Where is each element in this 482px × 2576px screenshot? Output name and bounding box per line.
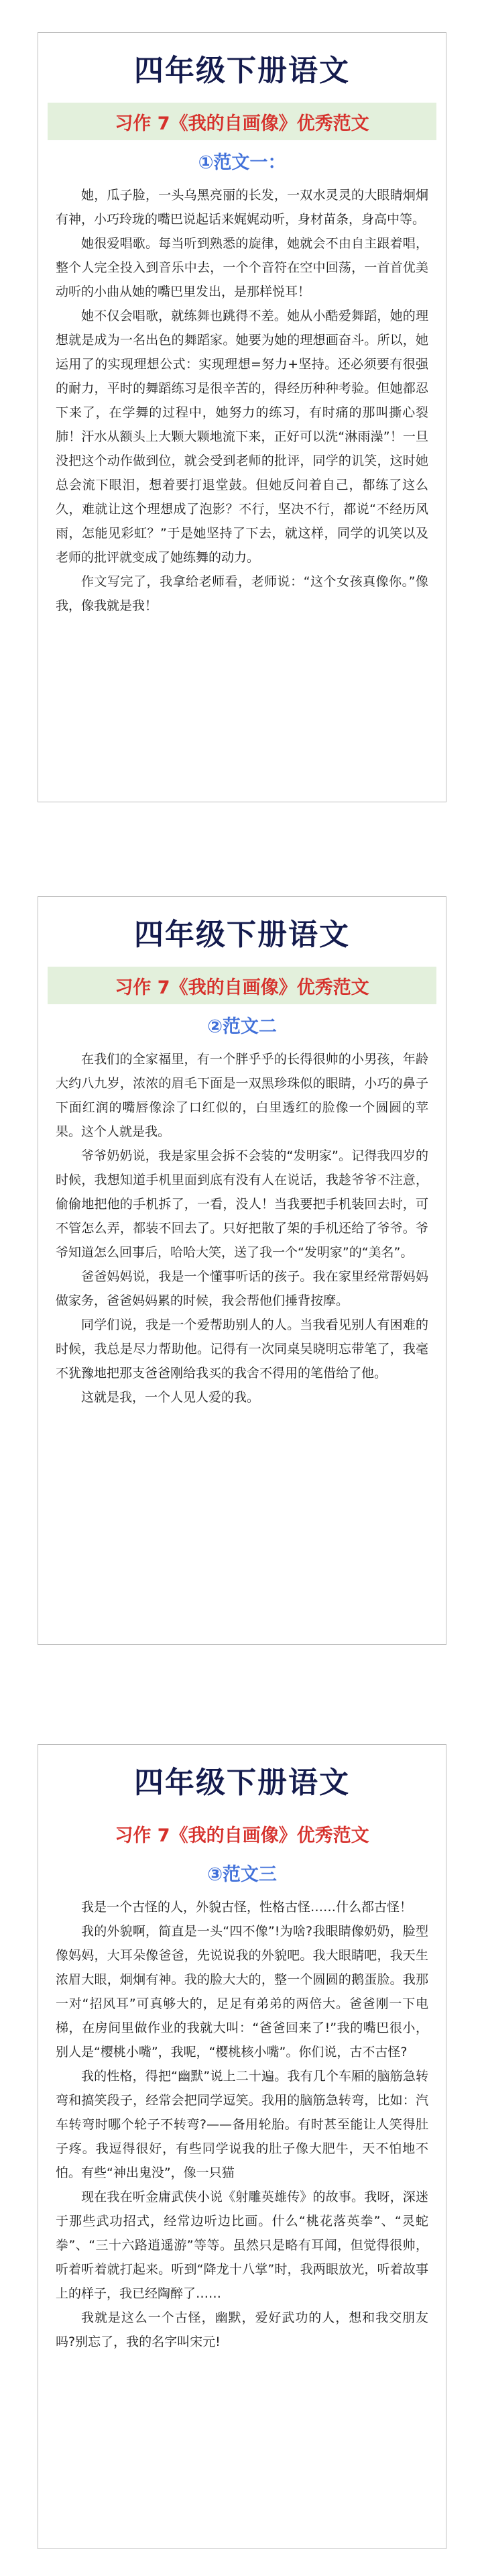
essay-subtitle: 习作 7《我的自画像》优秀范文 — [115, 1825, 369, 1846]
essay-card-2 — [38, 896, 446, 1645]
essay-body — [56, 1895, 428, 2354]
essay-paragraph: 她不仅会唱歌，就练舞也跳得不差。她从小酷爱舞蹈，她的理想就是成为一名出色的舞蹈家。她要为她的理想画奋斗。所以，她运用了的实现理想公式：实现理想=努力+坚持。还必须要有很强的耐力，平时的舞蹈练习是很辛苦的，得经历种种考验。但她都忍下来了，在学舞的过程中，她努力的练习，有时痛的那叫撕心裂肺！汗水从额头上大颗大颗地流下来，正好可以洗“淋雨澡”！一旦没把这个动作做到位，就会受到老师的批评，同学的讥笑，这时她总会流下眼泪，想着要打退堂鼓。但她反问着自己，都练了这么久，难就让这个理想成了泡影？不行，坚决不行，都说“不经历风雨，怎能见彩虹？”于是她坚持了下去，就这样，同学的讥笑以及老师的批评就变成了她练舞的动力。 — [56, 309, 428, 565]
essay-number-badge: ③范文三 — [207, 1864, 277, 1885]
essay-paragraph: 我的性格，得把“幽默”说上二十遍。我有几个车厢的脑筋急转弯和搞笑段子，经常会把同学逗笑。我用的脑筋急转弯，比如：汽车转弯时哪个轮子不转弯?——备用轮胎。有时甚至能让人笑得肚子疼。我逗得很好，有些同学说我的肚子像大肥牛，天不怕地不怕。有些“神出鬼没”，像一只猫 — [56, 2069, 428, 2180]
essay-paragraph: 这就是我，一个人见人爱的我。 — [81, 1390, 260, 1405]
essay-paragraph: 我就是这么一个古怪，幽默，爱好武功的人，想和我交朋友吗?别忘了，我的名字叫宋元! — [56, 2310, 428, 2349]
essay-paragraph: 作文写完了，我拿给老师看，老师说：“这个女孩真像你。”像我，像我就是我！ — [56, 574, 428, 613]
essay-paragraph: 爸爸妈妈说，我是一个懂事听话的孩子。我在家里经常帮妈妈做家务，爸爸妈妈累的时候，我会帮他们捶背按摩。 — [56, 1269, 428, 1308]
essay-body — [56, 183, 428, 618]
essay-paragraph: 现在我在听金庸武侠小说《射雕英雄传》的故事。我呀，深迷于那些武功招式，经常边听边比画。什么“桃花落英拳”、“灵蛇拳”、“三十六路逍遥游”等等。虽然只是略有耳闻，但觉得很帅，听着听着就打起来。听到“降龙十八掌”时，我两眼放光，听着故事上的样子，我已经陶醉了…… — [56, 2190, 428, 2301]
essay-paragraph: 同学们说，我是一个爱帮助别人的人。当我看见别人有困难的时候，我总是尽力帮助他。记得有一次同桌吴晓明忘带笔了，我毫不犹豫地把那支爸爸刚给我买的我舍不得用的笔借给了他。 — [56, 1318, 428, 1381]
essay-paragraph: 我是一个古怪的人，外貌古怪，性格古怪……什么都古怪！ — [81, 1900, 413, 1915]
essay-card-1 — [38, 32, 446, 802]
essay-number-badge: ②范文二 — [207, 1016, 277, 1037]
essay-paragraph: 她很爱唱歌。每当听到熟悉的旋律，她就会不由自主跟着唱，整个人完全投入到音乐中去，一个个音符在空中回荡，一首首优美动听的小曲从她的嘴巴里发出，是那样悦耳！ — [56, 236, 428, 299]
essay-subtitle: 习作 7《我的自画像》优秀范文 — [115, 977, 369, 998]
essay-paragraph: 我的外貌啊，简直是一头“四不像”!为啥?我眼睛像奶奶，脸型像妈妈，大耳朵像爸爸，先说说我的外貌吧。我大眼睛吧，我天生浓眉大眼，炯炯有神。我的脸大大的，整一个圆圆的鹅蛋脸。我那一对“招风耳”可真够大的，足足有弟弟的两倍大。爸爸刚一下电梯，在房间里做作业的我就大叫：“爸爸回来了!”我的嘴巴很小，别人是“樱桃小嘴”，我呢，“樱桃核小嘴”。你们说，古不古怪? — [56, 1924, 428, 2059]
essay-card-3 — [38, 1744, 446, 2549]
essay-body — [56, 1047, 428, 1409]
essay-number-badge: ①范文一： — [198, 152, 286, 173]
essay-paragraph: 她，瓜子脸，一头乌黑亮丽的长发，一双水灵灵的大眼睛炯炯有神，小巧玲珑的嘴巴说起话来娓娓动听，身材苗条，身高中等。 — [56, 188, 428, 227]
essay-subtitle-banner — [48, 967, 436, 1004]
essay-subtitle-banner — [48, 1815, 436, 1852]
page-title: 四年级下册语文 — [134, 1766, 350, 1800]
page-title: 四年级下册语文 — [134, 918, 350, 952]
essay-paragraph: 爷爷奶奶说，我是家里会拆不会装的“发明家”。记得我四岁的时候，我想知道手机里面到底有没有人在说话，我趁爷爷不注意，偷偷地把他的手机拆了，一看，没人！当我要把手机装回去时，可不管怎么弄，都装不回去了。只好把散了架的手机还给了爷爷。爷爷知道怎么回事后，哈哈大笑，送了我一个“发明家”的“美名”。 — [56, 1148, 428, 1260]
essay-subtitle-banner — [48, 103, 436, 140]
essay-paragraph: 在我们的全家福里，有一个胖乎乎的长得很帅的小男孩，年龄大约八九岁，浓浓的眉毛下面是一双黑珍珠似的眼睛，小巧的鼻子下面红润的嘴唇像涂了口红似的，白里透红的脸像一个圆圆的苹果。这个人就是我。 — [56, 1052, 428, 1139]
page-title: 四年级下册语文 — [134, 54, 350, 88]
essay-subtitle: 习作 7《我的自画像》优秀范文 — [115, 113, 369, 134]
